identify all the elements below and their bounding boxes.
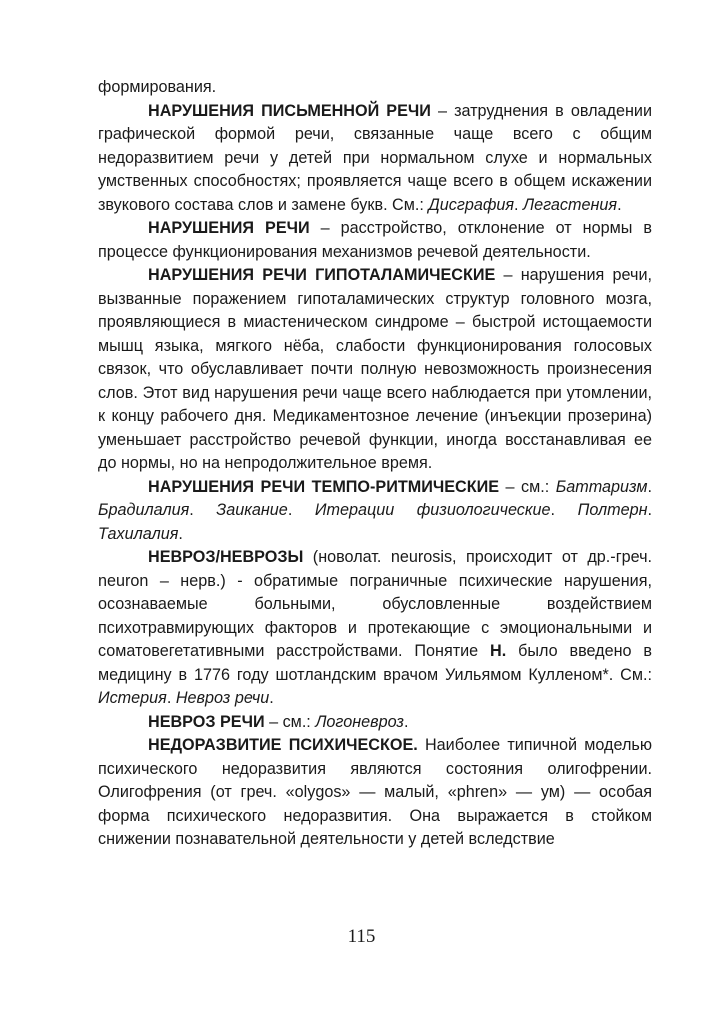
entry-definition: – затруднения в овладении графической формой речи, связанные чаще всего с общим недоразвитием речи у детей при нормальном слухе и нормальных умственных способностях; проявляется чаще всего в общем искажении звукового состава слов и замене букв. См.:	[98, 101, 652, 214]
entry-neurosis: НЕВРОЗ/НЕВРОЗЫ (новолат. neurosis, происходит от др.-греч. neuron – нерв.) - обратимые пограничные психические нарушения, осознаваемые больными, обусловленные воздействием психотравмирующих факторов и протекающие с эмоциональными и соматовегетативными расстройствами. Понятие Н. было введено в медицину в 1776 году шотландским врачом Уильямом Кулленом*. См.: Истерия. Невроз речи.	[98, 548, 653, 707]
cross-reference: Легастения	[523, 195, 618, 214]
page-number: 115	[347, 926, 376, 947]
cross-reference: Баттаризм	[555, 477, 648, 496]
entry-definition: – см.:	[499, 477, 556, 496]
entry-term: НАРУШЕНИЯ РЕЧИ ГИПОТАЛАМИЧЕСКИЕ	[148, 266, 496, 284]
entry-term: НАРУШЕНИЯ РЕЧИ ТЕМПО-РИТМИЧЕСКИЕ	[148, 477, 500, 496]
entry-term: НЕДОРАЗВИТИЕ ПСИХИЧЕСКОЕ.	[148, 736, 418, 754]
entry-abbreviation: Н.	[490, 642, 507, 660]
cross-reference: Невроз речи	[175, 689, 270, 707]
entry-term: НЕВРОЗ РЕЧИ	[148, 712, 265, 731]
entry-mental-underdevelopment	[98, 734, 652, 852]
entry-definition: – расстройство, отклонение от нормы в процессе функционирования механизмов речевой деятельности.	[98, 219, 652, 261]
entry-speech-disorders	[98, 217, 652, 264]
cross-reference: Истерия	[98, 689, 167, 707]
cross-reference: Полтерн	[577, 501, 648, 519]
entry-speech-neurosis: НЕВРОЗ РЕЧИ – см.: Логоневроз.	[148, 712, 409, 731]
continuation-text: формирования.	[98, 78, 217, 96]
entry-definition-continued: было введено в медицину в 1776 году шотландским врачом Уильямом Кулленом*. См.:	[98, 642, 653, 684]
entry-definition: (новолат. neurosis, происходит от др.-греч. neuron – нерв.) - обратимые пограничные психические нарушения, осознаваемые больными, обусловленные воздействием психотравмирующих факторов и протекающие с эмоциональными и соматовегетативными расстройствами. Понятие	[98, 548, 652, 660]
entry-term: НЕВРОЗ/НЕВРОЗЫ	[148, 548, 304, 566]
cross-reference: Логоневроз	[315, 712, 404, 731]
cross-reference: Дисграфия	[428, 195, 515, 214]
dictionary-page	[98, 76, 652, 852]
cross-reference: Итерации физиологические	[314, 501, 551, 519]
entry-term: НАРУШЕНИЯ ПИСЬМЕННОЙ РЕЧИ	[148, 101, 431, 120]
entry-definition: – см.:	[264, 712, 316, 731]
entry-definition: – нарушения речи, вызванные поражением гипоталамических структур головного мозга, проявляющиеся в миастеническом синдроме – быстрой истощаемости мышц языка, мягкого нёба, слабости функционирования голосовых связок, что обуславливает почти полную невозможность произнесения слов. Этот вид нарушения речи чаще всего наблюдается при утомлении, к концу рабочего дня. Медикаментозное лечение (инъекции прозерина) уменьшает расстройство речевой функции, иногда восстанавливая ее до нормы, но на непродолжительное время.	[98, 266, 652, 472]
entry-tempo-rhythmic-speech-disorders: НАРУШЕНИЯ РЕЧИ ТЕМПО-РИТМИЧЕСКИЕ – см.: Баттаризм. Брадилалия. Заикание. Итерации физиологические. Полтерн. Тахилалия.	[98, 477, 652, 543]
cross-reference: Брадилалия	[98, 501, 190, 519]
cross-reference: Тахилалия	[98, 524, 179, 543]
entry-hypothalamic-speech-disorders	[98, 264, 652, 476]
entry-term: НАРУШЕНИЯ РЕЧИ	[148, 219, 310, 237]
entry-written-speech-disorders: НАРУШЕНИЯ ПИСЬМЕННОЙ РЕЧИ – затруднения в овладении графической формой речи, связанные чаще всего с общим недоразвитием речи у детей при нормальном слухе и нормальных умственных способностях; проявляется чаще всего в общем искажении звукового состава слов и замене букв. См.: Дисграфия. Легастения.	[98, 101, 652, 214]
entry-definition: Наиболее типичной моделью психического недоразвития являются состояния олигофрении. Олигофрения (от греч. «olygos» — малый, «phren» — ум) — особая форма психического недоразвития. Она выражается в стойком снижении познавательной деятельности у детей вследствие	[98, 736, 652, 848]
cross-reference: Заикание	[216, 501, 288, 519]
